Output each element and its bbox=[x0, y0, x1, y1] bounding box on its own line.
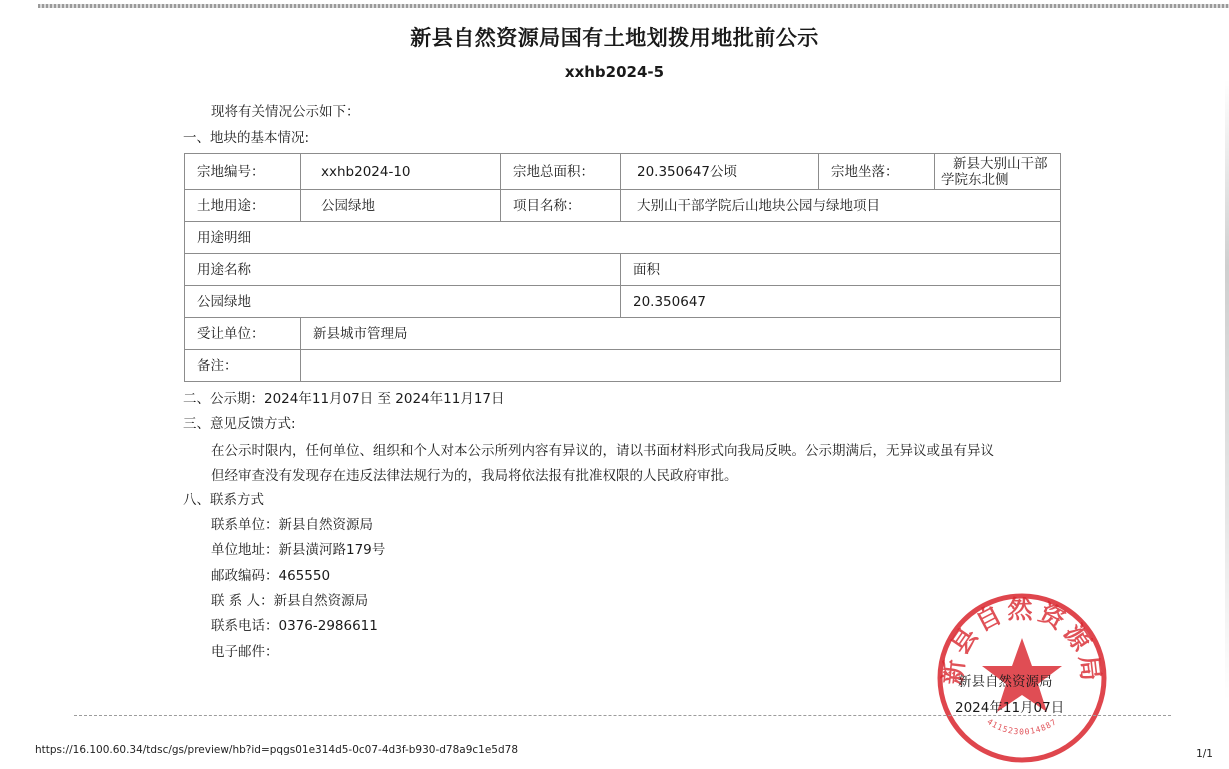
grantee-value: 新县城市管理局 bbox=[301, 318, 1061, 350]
project-label: 项目名称： bbox=[501, 190, 621, 222]
land-use-value: 公园绿地 bbox=[301, 190, 501, 222]
contact-person: 联 系 人：新县自然资源局 bbox=[211, 593, 369, 609]
feedback-line-1: 在公示时限内，任何单位、组织和个人对本公示所列内容有异议的，请以书面材料形式向我局反映。公示期满后，无异议或虽有异议 bbox=[211, 443, 994, 459]
location-line-1: 新县大别山干部 bbox=[953, 155, 1048, 172]
top-scan-edge bbox=[38, 4, 1229, 8]
svg-text:新县自然资源局: 新县自然资源局 bbox=[937, 595, 1107, 687]
feedback-line-2: 但经审查没有发现存在违反法律法规行为的，我局将依法报有批准权限的人民政府审批。 bbox=[211, 468, 738, 484]
use-area-value: 20.350647 bbox=[621, 286, 1061, 318]
location-value bbox=[935, 154, 1061, 190]
contact-postcode: 邮政编码：465550 bbox=[211, 568, 331, 584]
footer-divider bbox=[74, 715, 1171, 717]
project-value: 大别山干部学院后山地块公园与绿地项目 bbox=[621, 190, 1061, 222]
section-3-heading: 三、意见反馈方式: bbox=[183, 416, 296, 432]
contact-email: 电子邮件： bbox=[211, 644, 279, 660]
table-row bbox=[185, 350, 1061, 382]
area-value: 20.350647公顷 bbox=[621, 154, 819, 190]
use-detail-label: 用途明细 bbox=[185, 222, 1061, 254]
section-1-heading: 一、地块的基本情况: bbox=[183, 130, 310, 146]
remarks-value bbox=[301, 350, 1061, 382]
page-number: 1/1 bbox=[1196, 748, 1213, 760]
right-scan-edge bbox=[1225, 80, 1229, 700]
grantee-label: 受让单位： bbox=[185, 318, 301, 350]
remarks-label: 备注： bbox=[185, 350, 301, 382]
table-row bbox=[185, 318, 1061, 350]
table-row bbox=[185, 254, 1061, 286]
use-name-header: 用途名称 bbox=[185, 254, 621, 286]
table-row bbox=[185, 222, 1061, 254]
plot-info-table bbox=[184, 153, 1061, 382]
location-label: 宗地坐落： bbox=[819, 154, 935, 190]
use-name-value: 公园绿地 bbox=[185, 286, 621, 318]
signature-organization: 新县自然资源局 bbox=[958, 674, 1053, 690]
svg-text:4115230014887: 4115230014887 bbox=[985, 717, 1059, 737]
section-2-period: 二、公示期：2024年11月07日 至 2024年11月17日 bbox=[183, 391, 505, 407]
use-area-header: 面积 bbox=[621, 254, 1061, 286]
document-number: xxhb2024-5 bbox=[564, 63, 665, 81]
intro-text: 现将有关情况公示如下： bbox=[211, 104, 360, 120]
contact-unit: 联系单位：新县自然资源局 bbox=[211, 517, 373, 533]
table-row bbox=[185, 154, 1061, 190]
plot-no-value: xxhb2024-10 bbox=[301, 154, 501, 190]
section-8-heading: 八、联系方式 bbox=[183, 492, 264, 508]
page-title: 新县自然资源局国有土地划拨用地批前公示 bbox=[410, 26, 819, 50]
contact-phone: 联系电话：0376-2986611 bbox=[211, 618, 378, 634]
location-line-2: 学院东北侧 bbox=[941, 171, 1009, 188]
plot-no-label: 宗地编号： bbox=[185, 154, 301, 190]
area-label: 宗地总面积： bbox=[501, 154, 621, 190]
signature-date: 2024年11月07日 bbox=[955, 700, 1065, 716]
table-row bbox=[185, 190, 1061, 222]
contact-address: 单位地址：新县潢河路179号 bbox=[211, 542, 386, 558]
table-row bbox=[185, 286, 1061, 318]
preview-url: https://16.100.60.34/tdsc/gs/preview/hb?id=pqgs01e314d5-0c07-4d3f-b930-d78a9c1e5d78 bbox=[35, 744, 519, 756]
land-use-label: 土地用途： bbox=[185, 190, 301, 222]
